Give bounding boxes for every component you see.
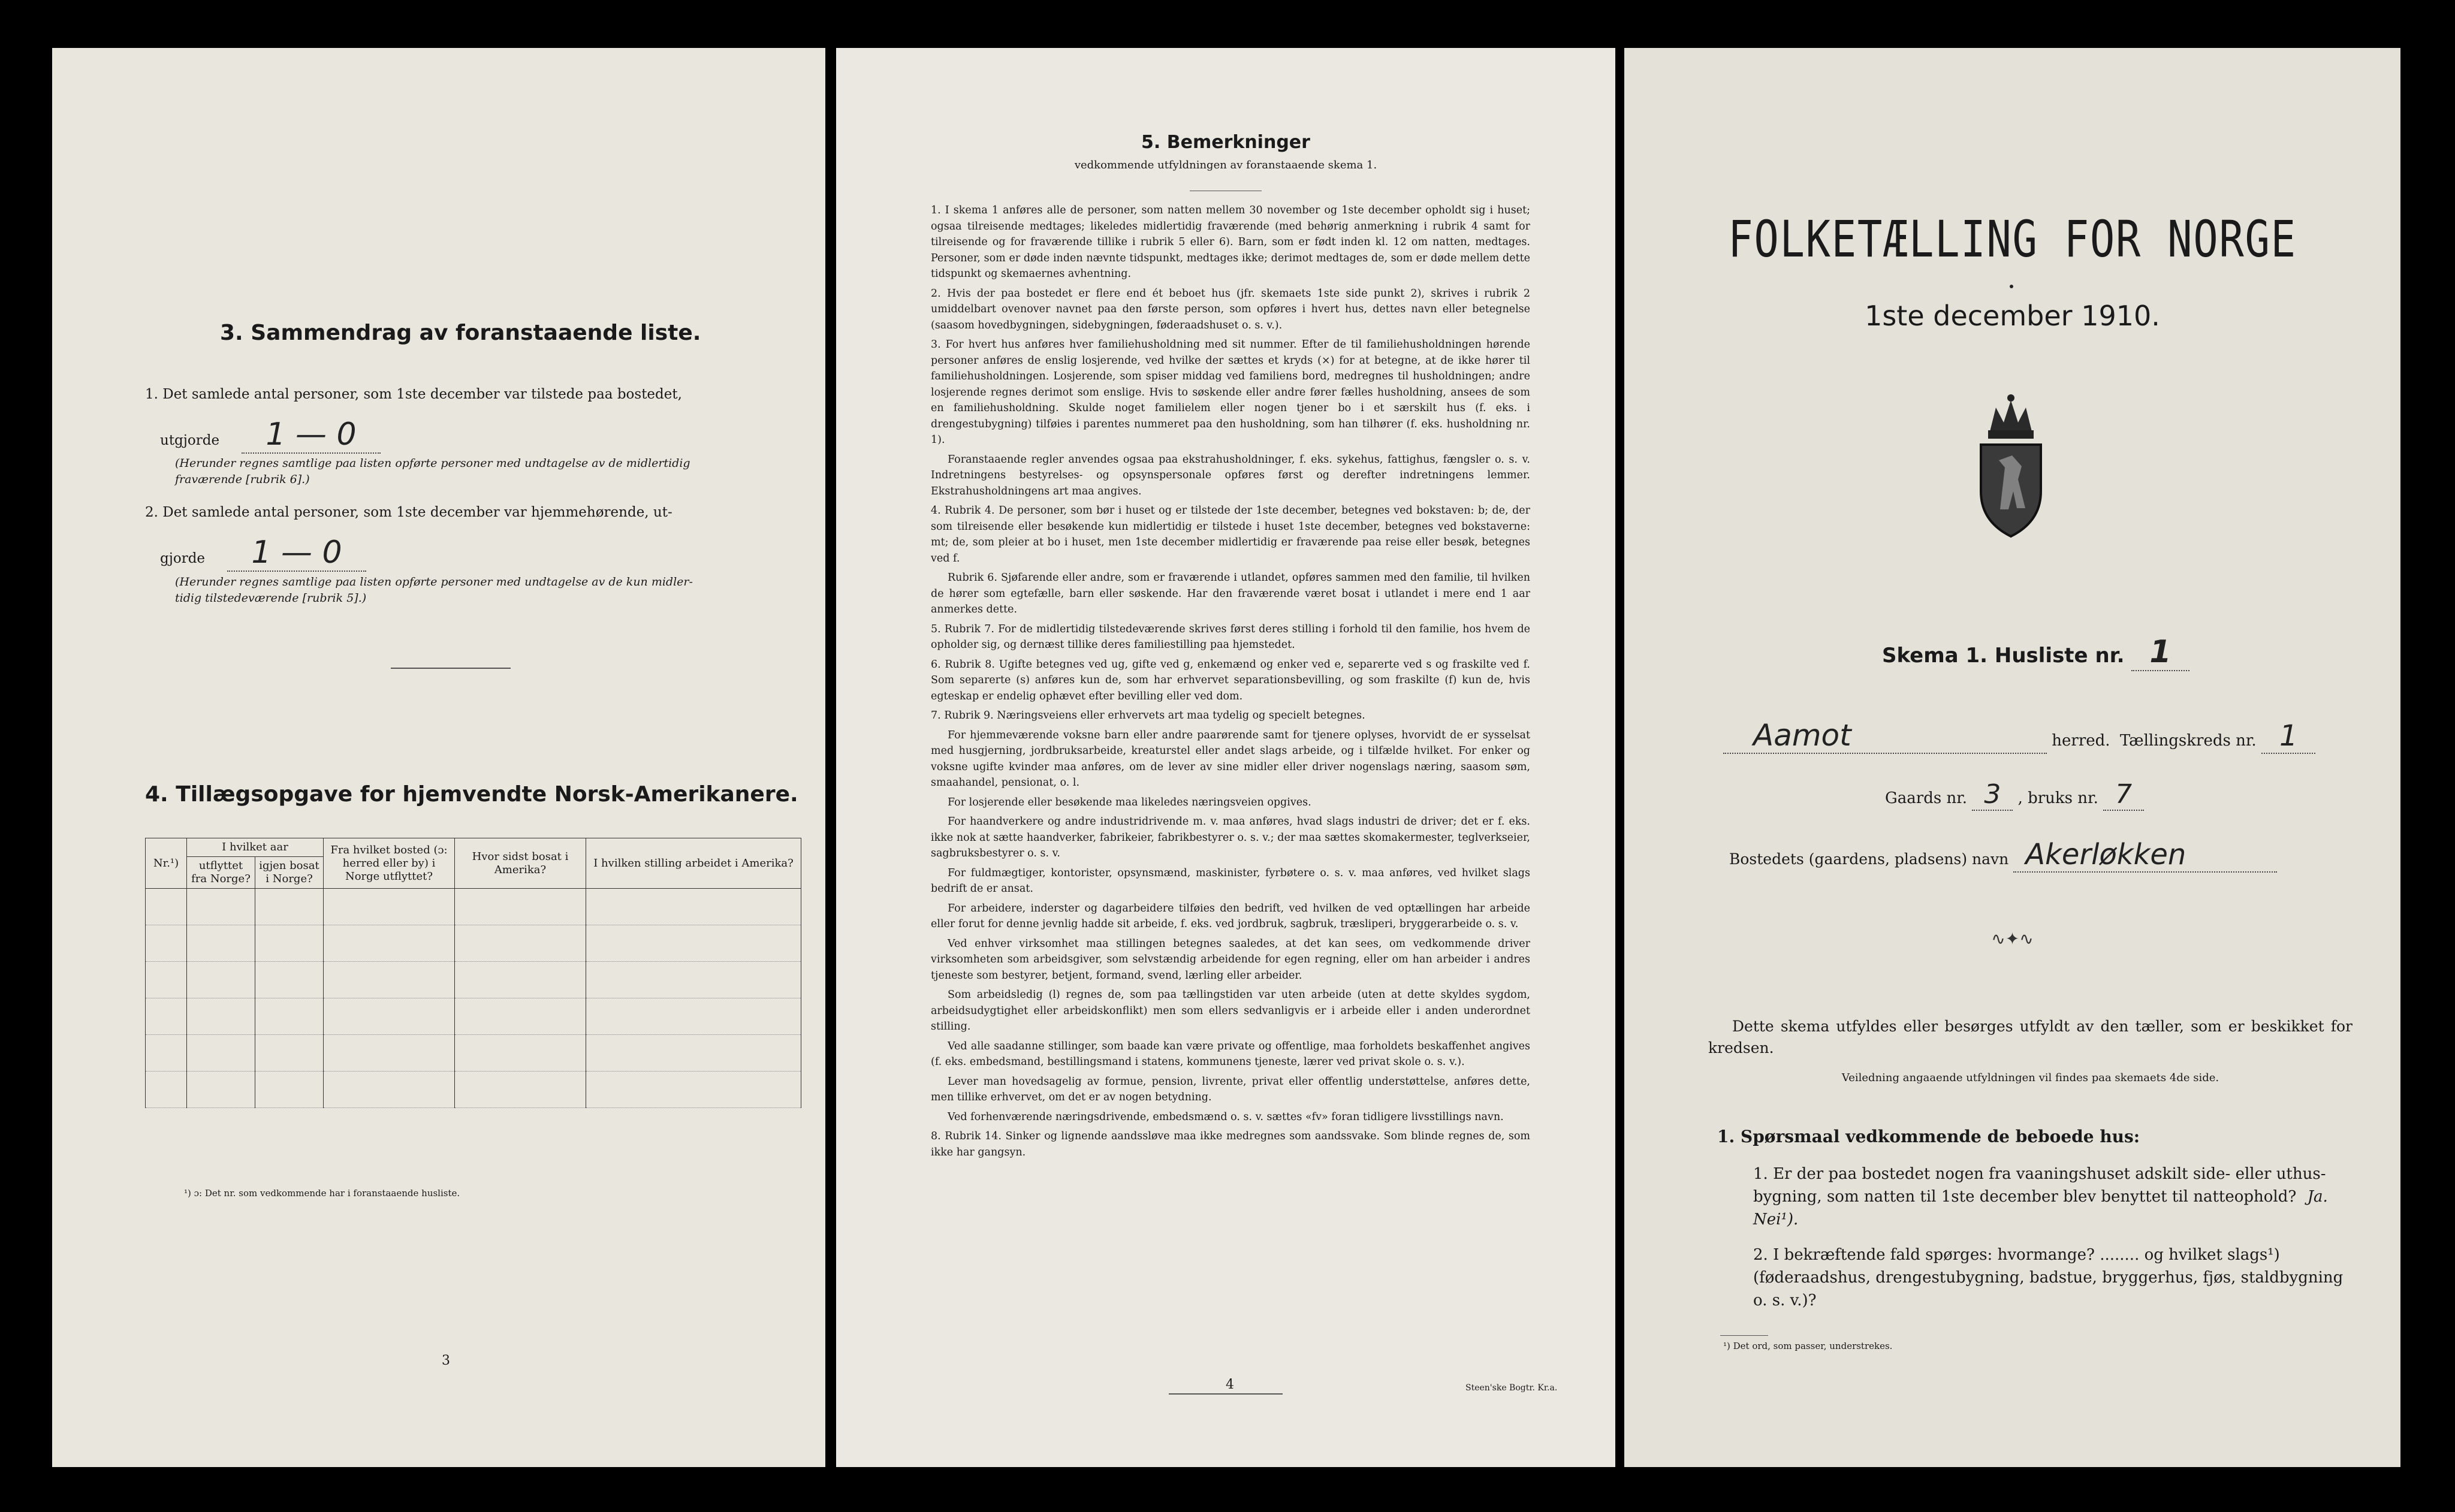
item1-label: utgjorde xyxy=(160,433,220,448)
th-nr: Nr.¹) xyxy=(146,838,187,889)
th-position: I hvilken stilling arbeidet i Amerika? xyxy=(586,838,801,889)
page-number: 4 xyxy=(1226,1377,1234,1392)
table-row xyxy=(146,925,801,962)
remarks-title: 5. Bemerkninger xyxy=(1141,132,1310,153)
divider xyxy=(391,668,511,669)
bosted-value: Akerløkken xyxy=(2013,838,2277,873)
ornament-dot xyxy=(2010,285,2013,288)
section4-title: 4. Tillægsopgave for hjemvendte Norsk-Amerikanere. xyxy=(145,782,798,807)
item1-text: 1. Det samlede antal personer, som 1ste december var tilstede paa bostedet, xyxy=(145,387,682,402)
item1-value: 1 — 0 xyxy=(242,417,380,454)
intro-text: Dette skema utfyldes eller besørges utfyldt av den tæller, som er beskikket for kredsen. xyxy=(1708,1018,2353,1057)
remark-paragraph: For haandverkere og andre industridrivende m. v. maa anføres, hvad slags industri de driver; det er f. eks. ikke nok at sætte haandverker, fabrikeier, fabrikbestyrer o. s. v.; der maa sættes skomakermester, teglverkseier, sagbruksbestyrer o. s. v. xyxy=(931,816,1530,859)
question-1-answer: Ja. Nei¹). xyxy=(1753,1188,2328,1229)
husliste-number: 1 xyxy=(2131,634,2189,671)
right-page xyxy=(1624,48,2400,1467)
table-footnote: ¹) ɔ: Det nr. som vedkommende har i foranstaaende husliste. xyxy=(184,1188,460,1199)
schema-label: Skema 1. Husliste nr. xyxy=(1882,644,2125,668)
page-number: 3 xyxy=(442,1353,450,1368)
remark-paragraph: For fuldmægtiger, kontorister, opsynsmænd, maskinister, fyrbøtere o. s. v. maa anføres, ved hvilket slags bedrift de er ansat. xyxy=(931,867,1530,895)
remark-paragraph: Ved forhenværende næringsdrivende, embedsmænd o. s. v. sættes «fv» foran tidligere livsstillings navn. xyxy=(948,1110,1504,1123)
remark-paragraph: For hjemmeværende voksne barn eller andre paarørende samt for tjenere oplyses, hvorvidt de er sysselsat med husgjerning, jordbruksarbeide, kreaturstel eller andet slags arbeide, og i tilfælde hvilket. For enker og voksne ugifte kvinder maa anføres, om de lever av sine midler eller driver nogenslags næring, saasom søm, smaahandel, pensionat, o. l. xyxy=(931,729,1530,789)
remark-paragraph: 4. Rubrik 4. De personer, som bør i huset og er tilstede der 1ste december, betegnes ved bokstaven: b; de, der som tilreisende eller besøkende kun midlertidig er tilstede i huset 1ste december, betegnes ved bokstaverne: mt; de, som pleier at bo i huset, men 1ste december midlertidig er fraværende paa reise eller besøk, betegnes ved f. xyxy=(931,505,1530,565)
divider xyxy=(1169,1393,1283,1395)
left-page xyxy=(52,48,825,1467)
intro-note: Veiledning angaaende utfyldningen vil findes paa skemaets 4de side. xyxy=(1841,1072,2219,1084)
gaards-value: 3 xyxy=(1972,779,2013,811)
remark-paragraph: Rubrik 6. Sjøfarende eller andre, som er fraværende i utlandet, opføres sammen med den familie, til hvilken de hører som egtefælle, barn eller søskende. Har den fraværende været bosat i utlandet i mere end 1 aar anmerkes dette. xyxy=(931,572,1530,615)
bruks-value: 7 xyxy=(2103,779,2144,811)
item1-note-2: fraværende [rubrik 6].) xyxy=(175,473,310,486)
remarks-body xyxy=(931,203,1530,1380)
table-row xyxy=(146,962,801,998)
remark-paragraph: 8. Rubrik 14. Sinker og lignende aandssløve maa ikke medregnes som aandssvake. Som blinde regnes de, som ikke har gangsyn. xyxy=(931,1130,1530,1158)
gaards-label: Gaards nr. xyxy=(1885,789,1968,807)
remark-paragraph: 2. Hvis der paa bostedet er flere end ét beboet hus (jfr. skemaets 1ste side punkt 2), skrives i rubrik 2 umiddelbart ovenover navnet paa den første person, som opføres i hvert hus, dettes navn eller betegnelse (saasom hovedbygningen, sidebygningen, føderaadshuset o. s. v.). xyxy=(931,287,1530,331)
th-returned: igjen bosat i Norge? xyxy=(255,857,324,889)
ornament-icon: ∿✦∿ xyxy=(1991,929,2034,949)
question-1-text: 1. Er der paa bostedet nogen fra vaaningshuset adskilt side- eller uthus-bygning, som natten til 1ste december blev benyttet til natteophold? xyxy=(1753,1165,2326,1206)
remark-paragraph: 7. Rubrik 9. Næringsveiens eller erhvervets art maa tydelig og specielt betegnes. xyxy=(931,710,1365,722)
remark-paragraph: Som arbeidsledig (l) regnes de, som paa tællingstiden var uten arbeide (uten at dette skyldes sygdom, arbeidsudygtighet eller arbeidskonflikt) men som ellers sedvanligvis er i arbeide eller i anden underordnet stilling. xyxy=(931,989,1530,1033)
th-year-group: I hvilket aar xyxy=(187,838,324,857)
remark-paragraph: 6. Rubrik 8. Ugifte betegnes ved ug, gifte ved g, enkemænd og enker ved e, separerte ved s og fraskilte ved f. Som separerte (s) anføres kun de, som har erhvervet separationsbevilling, og som fraskilte (f) kun de, hvis egteskap er endelig ophævet efter bevilling eller ved dom. xyxy=(931,658,1530,702)
table-row xyxy=(146,889,801,925)
table-row xyxy=(146,1072,801,1108)
middle-page xyxy=(836,48,1615,1467)
item2-label: gjorde xyxy=(160,551,206,566)
th-from-where: Fra hvilket bosted (ɔ: herred eller by) i Norge utflyttet? xyxy=(324,838,455,889)
question-header: 1. Spørsmaal vedkommende de beboede hus: xyxy=(1717,1127,2140,1146)
census-date: 1ste december 1910. xyxy=(1865,300,2160,332)
question-2: 2. I bekræftende fald spørges: hvormange? ........ og hvilket slags¹) (føderaadshus, drengestubygning, badstue, bryggerhus, fjøs, staldbygning o. s. v.)? xyxy=(1753,1246,2344,1309)
footnote: ¹) Det ord, som passer, understrekes. xyxy=(1723,1341,1893,1351)
remark-paragraph: 1. I skema 1 anføres alle de personer, som natten mellem 30 november og 1ste december opholdt sig i huset; ogsaa tilreisende medtages; likeledes midlertidig fraværende (med behørig anmerkning i rubrik 4 samt for tilreisende og for fraværende tillike i rubrik 5 eller 6). Barn, som er født inden kl. 12 om natten, medtages. Personer, som er døde inden nævnte tidspunkt, medtages ikke; derimot medtages de, som er døde mellem dette tidspunkt og skemaernes avhentning. xyxy=(931,204,1530,280)
remark-paragraph: Ved enhver virksomhet maa stillingen betegnes saaledes, at det kan sees, om vedkommende driver virksomheten som arbeidsgiver, som selvstændig arbeidende for egen regning, eller om han arbeider i andres tjeneste som bestyrer, betjent, formand, svend, lærling eller arbeider. xyxy=(931,937,1530,982)
kreds-value: 1 xyxy=(2261,719,2316,754)
remark-paragraph: 5. Rubrik 7. For de midlertidig tilstedeværende skrives først deres stilling i forhold til den familie, hos hvem de opholder sig, og dernæst tillike deres familiestilling paa hjemstedet. xyxy=(931,623,1530,651)
remark-paragraph: Lever man hovedsagelig av formue, pension, livrente, privat eller offentlig understøttelse, anføres dette, men tillike erhvervet, om det er av nogen betydning. xyxy=(931,1075,1530,1103)
question-1 xyxy=(1753,1163,2361,1231)
remark-paragraph: Ved alle saadanne stillinger, som baade kan være private og offentlige, maa forholdets beskaffenhet angives (f. eks. embedsmand, bestillingsmand i statens, kommunens tjeneste, lærer ved privat skole o. s. v.). xyxy=(931,1040,1530,1068)
item2-note-2: tidig tilstedeværende [rubrik 5].) xyxy=(175,591,367,605)
herred-label: herred. xyxy=(2052,732,2110,750)
remark-paragraph: Foranstaaende regler anvendes ogsaa paa ekstrahusholdninger, f. eks. sykehus, fattighus, fængsler o. s. v. Indretningens bestyrelses- og opsynspersonale opføres først og derefter indretningens lemmer. Ekstrahusholdningens art maa angives. xyxy=(931,453,1530,497)
bruks-label: , bruks nr. xyxy=(2017,789,2098,807)
th-emigrated: utflyttet fra Norge? xyxy=(187,857,255,889)
printer-mark: Steen'ske Bogtr. Kr.a. xyxy=(1465,1383,1558,1393)
item2-text: 2. Det samlede antal personer, som 1ste december var hjemmehørende, ut- xyxy=(145,505,672,520)
remark-paragraph: 3. For hvert hus anføres hver familiehusholdning med sit nummer. Efter de til familiehusholdningen hørende personer anføres de enslig losjerende, ved hvilke der sættes et kryds (×) for at betegne, at de ikke hører til familiehusholdningen. Losjerende, som spiser middag ved familiens bord, medregnes til husholdningen; andre losjerende regnes derimot som enslige. Hvis to søskende eller andre fører fælles husholdning, ansees de som en familiehusholdning. Skulde noget familielem eller nogen tjener bo i et særskilt hus (f. eks. i drengestubygning) tilføies i parentes nummeret paa den husholdning, som han tilhører (f. eks. husholdning nr. 1). xyxy=(931,339,1530,446)
section3-title: 3. Sammendrag av foranstaaende liste. xyxy=(220,321,701,345)
item2-value: 1 — 0 xyxy=(227,535,366,572)
item1-note-1: (Herunder regnes samtlige paa listen opførte personer med undtagelse av de midlertidig xyxy=(175,457,690,470)
remark-paragraph: For arbeidere, inderster og dagarbeidere tilføies den bedrift, ved hvilken de ved optællingen har arbeide eller forut for denne jevnlig hadde sit arbeide, f. eks. ved jordbruk, sagbruk, træsliperi, bryggerarbeide o. s. v. xyxy=(931,902,1530,930)
table-row xyxy=(146,998,801,1035)
table-row xyxy=(146,1035,801,1072)
kreds-label: Tællingskreds nr. xyxy=(2119,732,2257,750)
th-last-residence: Hvor sidst bosat i Amerika? xyxy=(455,838,586,889)
coat-of-arms-icon xyxy=(1963,390,2059,539)
bosted-label: Bostedets (gaardens, pladsens) navn xyxy=(1729,850,2009,868)
census-title: FOLKETÆLLING FOR NORGE xyxy=(1728,210,2297,268)
norsk-amerikanere-table xyxy=(145,838,801,1108)
remark-paragraph: For losjerende eller besøkende maa likeledes næringsveien opgives. xyxy=(948,796,1311,808)
item2-note-1: (Herunder regnes samtlige paa listen opførte personer med undtagelse av de kun midler- xyxy=(175,575,693,588)
herred-value: Aamot xyxy=(1723,718,2047,754)
divider xyxy=(1720,1335,1768,1336)
remarks-subtitle: vedkommende utfyldningen av foranstaaende skema 1. xyxy=(1074,159,1377,171)
